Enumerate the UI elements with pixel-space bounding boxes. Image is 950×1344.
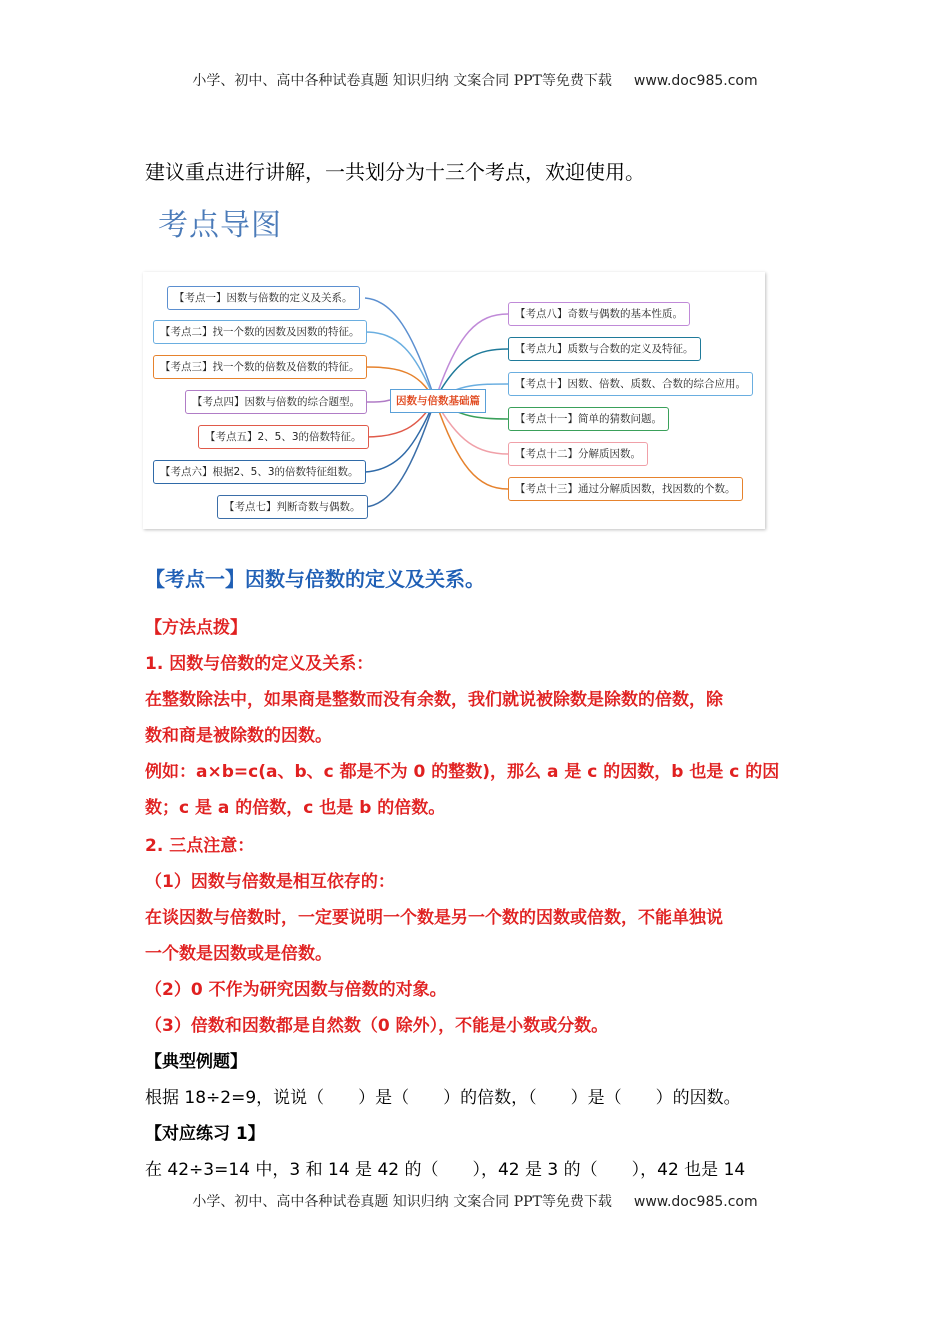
example-text: 根据 18÷2=9，说说（ ）是（ ）的倍数，（ ）是（ ）的因数。 [145,1088,741,1108]
mindmap-node-6: 【考点六】根据2、5、3的倍数特征组数。 [153,460,366,484]
header-site-link[interactable]: www.doc985.com [633,73,758,89]
connector-7 [365,400,435,507]
point1-line2: 数和商是被除数的因数。 [145,726,332,746]
practice-heading: 【对应练习 1】 [145,1124,265,1144]
mindmap-node-13: 【考点十三】通过分解质因数，找因数的个数。 [508,477,743,501]
mindmap-node-9: 【考点九】质数与合数的定义及特征。 [508,337,701,361]
example-heading: 【典型例题】 [145,1052,247,1072]
mindmap-node-1: 【考点一】因数与倍数的定义及关系。 [167,286,360,310]
point2-item1-line2: 一个数是因数或是倍数。 [145,944,332,964]
connector-4 [365,400,390,402]
mindmap-node-5: 【考点五】2、5、3的倍数特征。 [198,425,369,449]
point2-heading: 2. 三点注意： [145,836,255,856]
mindmap [143,272,765,529]
point1-example-line1: 例如：a×b=c(a、b、c 都是不为 0 的整数)，那么 a 是 c 的因数，b 也是 c 的因 [145,762,780,782]
point1-line1: 在整数除法中，如果商是整数而没有余数，我们就说被除数是除数的倍数，除 [145,690,723,710]
intro-text: 建议重点进行讲解，一共划分为十三个考点，欢迎使用。 [145,160,645,184]
connector-1 [365,298,435,400]
practice-text: 在 42÷3=14 中，3 和 14 是 42 的（ ），42 是 3 的（ ），42 也是 14 [145,1160,746,1180]
method-heading: 【方法点拨】 [145,618,247,638]
point2-item3: （3）倍数和因数都是自然数（0 除外），不能是小数或分数。 [145,1016,609,1036]
mindmap-node-10: 【考点十】因数、倍数、质数、合数的综合应用。 [508,372,753,396]
point2-item2: （2）0 不作为研究因数与倍数的对象。 [145,980,447,1000]
mindmap-title: 考点导图 [158,208,282,243]
footer-site-link[interactable]: www.doc985.com [633,1194,758,1210]
point2-item1: （1）因数与倍数是相互依存的： [145,872,395,892]
mindmap-node-11: 【考点十一】简单的猜数问题。 [508,407,669,431]
header-text: 小学、初中、高中各种试卷真题 知识归纳 文案合同 PPT等免费下载 [192,73,612,89]
mindmap-center-node: 因数与倍数基础篇 [390,389,486,413]
mindmap-node-3: 【考点三】找一个数的倍数及倍数的特征。 [153,355,367,379]
mindmap-node-8: 【考点八】奇数与偶数的基本性质。 [508,302,690,326]
point1-heading: 1. 因数与倍数的定义及关系： [145,654,374,674]
mindmap-node-12: 【考点十二】分解质因数。 [508,442,648,466]
point1-example-line2: 数；c 是 a 的倍数，c 也是 b 的倍数。 [145,798,446,818]
point2-item1-line1: 在谈因数与倍数时，一定要说明一个数是另一个数的因数或倍数，不能单独说 [145,908,723,928]
mindmap-node-7: 【考点七】判断奇数与偶数。 [217,495,368,519]
page-footer [0,1191,950,1211]
mindmap-node-4: 【考点四】因数与倍数的综合题型。 [185,390,367,414]
footer-text: 小学、初中、高中各种试卷真题 知识归纳 文案合同 PPT等免费下载 [192,1194,612,1210]
section-title: 【考点一】因数与倍数的定义及关系。 [145,567,485,591]
mindmap-node-2: 【考点二】找一个数的因数及因数的特征。 [153,320,367,344]
page-header [0,70,950,90]
